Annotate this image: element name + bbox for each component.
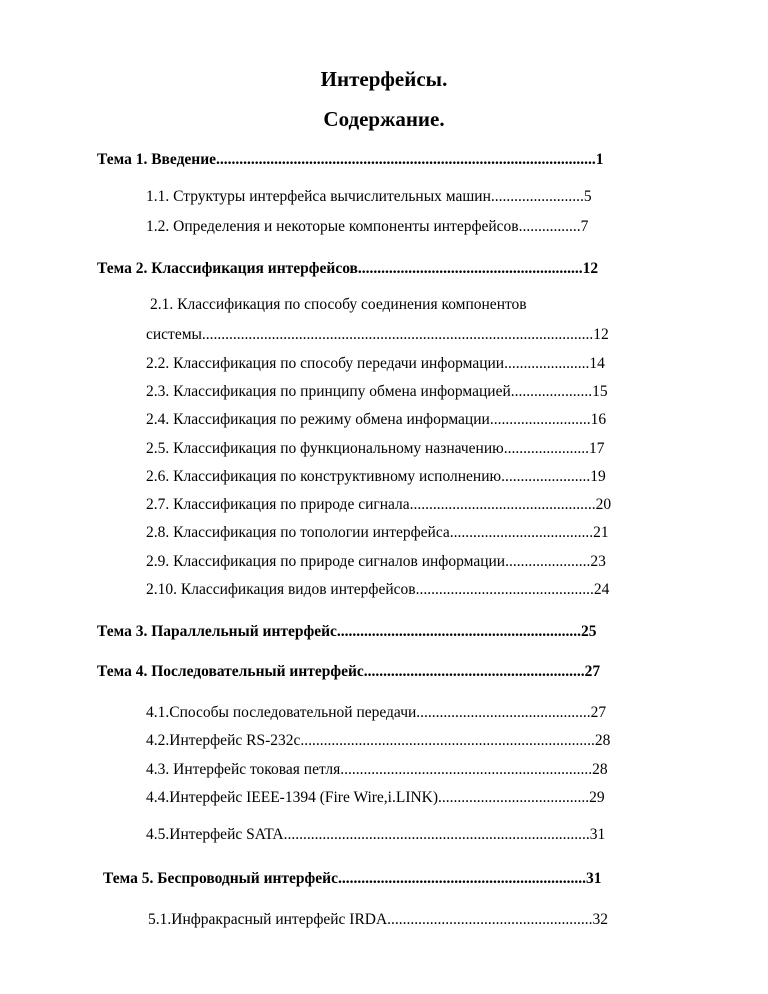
toc-entry: 4.5.Интерфейс SATA...............................................................................31: [146, 826, 606, 843]
toc-entry: системы.....................................................................................................12: [146, 326, 609, 343]
toc-entry: 2.10. Классификация видов интерфейсов..............................................24: [146, 581, 610, 598]
toc-entry: 2.2. Классификация по способу передачи информации......................14: [146, 355, 605, 372]
toc-entry: 2.1. Классификация по способу соединения компонентов: [150, 296, 527, 313]
toc-entry: 5.1.Инфракрасный интерфейс IRDA.....................................................32: [148, 911, 609, 928]
toc-entry: 1.2. Определения и некоторые компоненты интерфейсов................7: [146, 218, 589, 235]
toc-entry: 4.1.Способы последовательной передачи.............................................27: [146, 704, 607, 721]
toc-heading: Содержание.: [323, 107, 445, 131]
toc-entry-topic-5: Тема 5. Беспроводный интерфейс................................................................31: [103, 870, 602, 887]
toc-entry-topic-2: Тема 2. Классификация интерфейсов..........................................................12: [97, 260, 599, 277]
toc-entry: 4.4.Интерфейс IEEE-1394 (Fire Wire,i.LINK).......................................29: [146, 789, 605, 806]
toc-entry: 4.3. Интерфейс токовая петля.................................................................28: [146, 761, 608, 778]
toc-entry-topic-3: Тема 3. Параллельный интерфейс...............................................................25: [97, 623, 597, 640]
toc-entry: 2.6. Классификация по конструктивному исполнению.......................19: [146, 468, 606, 485]
toc-entry: 2.9. Классификация по природе сигналов информации......................23: [146, 553, 606, 570]
document-title: Интерфейсы.: [320, 67, 448, 91]
toc-entry-topic-1: Тема 1. Введение..................................................................................................1: [97, 151, 604, 168]
toc-entry-topic-4: Тема 4. Последовательный интерфейс.........................................................27: [97, 663, 601, 680]
toc-entry: 2.4. Классификация по режиму обмена информации..........................16: [146, 411, 607, 428]
toc-entry: 1.1. Структуры интерфейса вычислительных машин........................5: [146, 188, 592, 205]
toc-entry: 2.3. Классификация по принципу обмена информацией.....................15: [146, 383, 608, 400]
toc-entry: 4.2.Интерфейс RS-232c............................................................................28: [146, 732, 611, 749]
toc-entry: 2.7. Классификация по природе сигнала................................................20: [146, 496, 612, 513]
toc-entry: 2.8. Классификация по топологии интерфейса.....................................21: [146, 524, 609, 541]
toc-entry: 2.5. Классификация по функциональному назначению......................17: [146, 440, 605, 457]
